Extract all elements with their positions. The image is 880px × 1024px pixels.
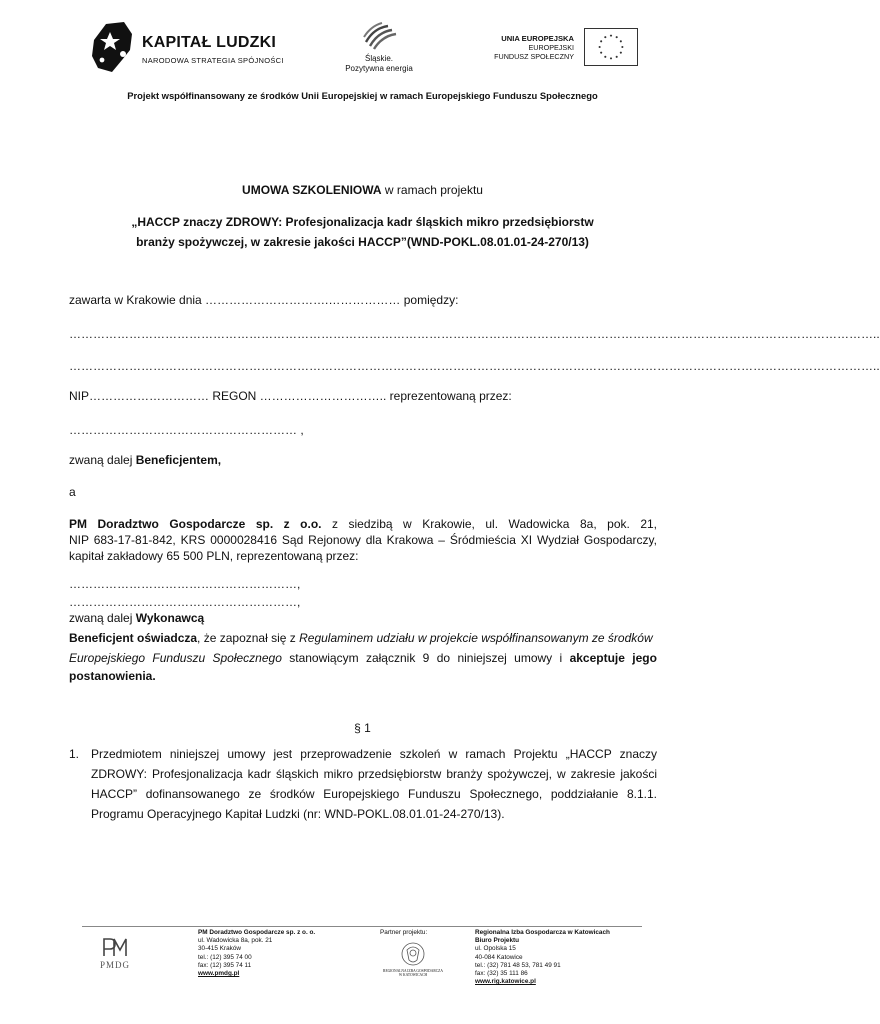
- rig-crest-icon: [400, 940, 426, 968]
- footer-pmdg-address2: 30-415 Kraków: [198, 945, 241, 953]
- item1-line2: ZDROWY: Profesjonalizacja kadr śląskich mikro przedsiębiorstw branży spożywczej, w zakresie jakości: [91, 767, 657, 781]
- eu-label-line3: FUNDUSZ SPOŁECZNY: [494, 52, 574, 61]
- declaration-italic1: Regulaminem udziału w projekcie współfinansowanym ze środków: [299, 631, 653, 645]
- declaration-italic2: Europejskiego Funduszu Społecznego: [69, 651, 282, 665]
- eu-star-icon: [599, 46, 601, 48]
- declaration-line3: postanowienia.: [69, 669, 156, 683]
- contractor-rep-dots2: …………………………………………………,: [69, 595, 301, 609]
- rig-logo: [382, 940, 444, 982]
- declaration-text2: stanowiącym załącznik 9 do niniejszej umowy i: [281, 651, 570, 665]
- footer-rig-title2: Biuro Projektu: [475, 937, 520, 945]
- project-title-line1: „HACCP znaczy ZDROWY: Profesjonalizacja kadr śląskich mikro przedsiębiorstw: [131, 215, 594, 229]
- eu-star-icon: [621, 46, 623, 48]
- eu-star-icon: [604, 56, 606, 58]
- eu-star-icon: [600, 52, 602, 54]
- pmdg-logo: [92, 936, 138, 976]
- contract-title-bold: UMOWA SZKOLENIOWA: [242, 183, 382, 197]
- footer-partner-label: Partner projektu:: [380, 929, 428, 936]
- contractor-prefix: zwaną dalej: [69, 611, 136, 625]
- contractor-line3: kapitał zakładowy 65 500 PLN, reprezentowaną przez:: [69, 549, 359, 563]
- party-dots-line1: …………………………………………………………………………………………………………………………………………………………………………………..: [69, 327, 880, 341]
- declaration-text1: , że zapoznał się z: [197, 631, 300, 645]
- declaration-line2: [69, 650, 657, 666]
- kapital-ludzki-subtitle: NARODOWA STRATEGIA SPÓJNOŚCI: [142, 56, 284, 65]
- eu-label: [470, 34, 574, 61]
- contractor-rep-dots1: …………………………………………………,: [69, 577, 301, 591]
- contractor-address: z siedzibą w Krakowie, ul. Wadowicka 8a, pok. 21,: [321, 517, 658, 531]
- footer-rig-title1: Regionalna Izba Gospodarcza w Katowicach: [475, 929, 610, 936]
- project-title-line2: branży spożywczej, w zakresie jakości HACCP”(WND-POKL.08.01.01-24-270/13): [136, 235, 589, 249]
- contractor-line: [69, 610, 204, 626]
- beneficiary-label: Beneficjentem,: [135, 453, 222, 467]
- footer-rig-address1: ul. Opolska 15: [475, 945, 516, 953]
- slaskie-waves-icon: [362, 22, 398, 50]
- rig-caption: [382, 969, 444, 978]
- kapital-ludzki-emblem-icon: [92, 20, 134, 74]
- footer-pmdg-address1: ul. Wadowicka 8a, pok. 21: [198, 937, 273, 945]
- footer-pmdg-link[interactable]: www.pmdg.pl: [198, 970, 240, 978]
- eu-star-icon: [610, 35, 612, 37]
- eu-star-icon: [616, 36, 618, 38]
- representative-line: ………………………………………………… ,: [69, 423, 304, 437]
- rig-caption-line2: W KATOWICACH: [398, 973, 428, 978]
- eu-flag-icon: [584, 28, 638, 66]
- kapital-ludzki-logo: [92, 20, 292, 76]
- beneficiary-prefix: zwaną dalej: [69, 453, 136, 467]
- item1-line3: HACCP” dofinansowanego ze środków Europejskiego Funduszu Społecznego, poddziałanie 8.1.1.: [91, 787, 657, 801]
- section-heading: § 1: [354, 721, 371, 735]
- eu-star-icon: [610, 57, 612, 59]
- nip-regon-line: NIP………………………… REGON ………………………….. reprezentowaną przez:: [69, 389, 512, 403]
- pmdg-monogram-icon: [98, 936, 132, 958]
- footer-rig-link[interactable]: www.rig.katowice.pl: [475, 978, 536, 986]
- footer-rig-address2: 40-084 Katowice: [475, 953, 523, 961]
- concluded-line: zawarta w Krakowie dnia ………………………….……………… pomiędzy:: [69, 293, 459, 307]
- footer-col-pmdg: [198, 929, 348, 978]
- contractor-label: Wykonawcą: [135, 611, 205, 625]
- footer-rig-phone: tel.: (32) 781 48 53, 781 49 91: [475, 961, 561, 969]
- footer-col-rig: [475, 929, 645, 986]
- eu-label-line2: EUROPEJSKI: [528, 43, 574, 52]
- declaration-bold1: Beneficjent oświadcza: [69, 631, 198, 645]
- eu-star-icon: [600, 40, 602, 42]
- slaskie-logo: [338, 22, 420, 78]
- beneficiary-line: [69, 452, 221, 468]
- eu-star-icon: [620, 40, 622, 42]
- eu-star-icon: [604, 36, 606, 38]
- cofinanced-notice: Projekt współfinansowany ze środków Unii Europejskiej w ramach Europejskiego Funduszu Społecznego: [127, 90, 598, 101]
- contractor-line2: NIP 683-17-81-842, KRS 0000028416 Sąd Rejonowy dla Krakowa – Śródmieścia XI Wydział Gospodarczy,: [69, 533, 657, 547]
- eu-star-icon: [616, 56, 618, 58]
- item1-number: 1.: [69, 747, 80, 761]
- footer-rig-fax: fax: (32) 35 111 86: [475, 970, 528, 978]
- pmdg-wordmark: PMDG: [99, 960, 130, 970]
- footer-pmdg-title: PM Doradztwo Gospodarcze sp. z o. o.: [198, 929, 316, 936]
- party-dots-line2: …………………………………………………………………………………………………………………………………………………………………………………..: [69, 359, 880, 373]
- contract-title-rest: w ramach projektu: [381, 183, 483, 197]
- footer-pmdg-fax: fax: (12) 395 74 11: [198, 961, 252, 969]
- contractor-line1: [69, 516, 657, 532]
- contract-title: [0, 182, 725, 198]
- kapital-ludzki-title: KAPITAŁ LUDZKI: [142, 34, 277, 51]
- contractor-name: PM Doradztwo Gospodarcze sp. z o.o.: [69, 517, 322, 531]
- slaskie-tagline: Pozytywna energia: [345, 64, 413, 73]
- rig-caption-line1: REGIONALNA IZBA GOSPODARCZA: [383, 969, 443, 973]
- and-word: a: [69, 485, 76, 499]
- item1-line1: Przedmiotem niniejszej umowy jest przeprowadzenie szkoleń w ramach Projektu „HACCP znaczy: [91, 747, 657, 761]
- eu-star-icon: [620, 52, 622, 54]
- eu-label-line1: UNIA EUROPEJSKA: [501, 34, 574, 43]
- item1-line4: Programu Operacyjnego Kapitał Ludzki (nr: WND-POKL.08.01.01-24-270/13).: [91, 807, 505, 821]
- footer-divider: [82, 926, 642, 927]
- footer-pmdg-phone: tel.: (12) 395 74 00: [198, 953, 252, 961]
- slaskie-name: Śląskie.: [364, 54, 393, 63]
- declaration-bold2: akceptuje jego: [569, 651, 657, 665]
- declaration-line1: [69, 630, 657, 646]
